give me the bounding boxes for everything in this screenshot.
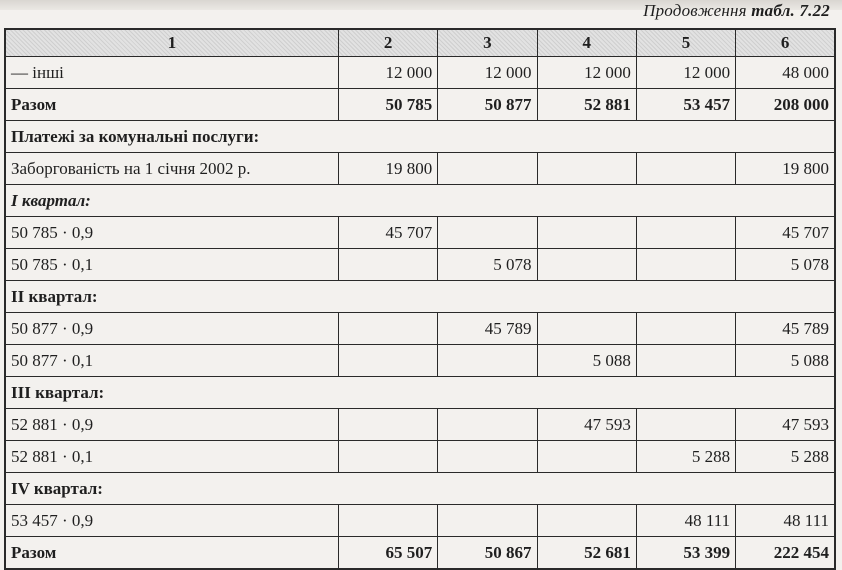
table-row bbox=[5, 153, 835, 185]
column-header: 6 bbox=[736, 29, 835, 57]
section-row bbox=[5, 377, 835, 409]
table-row bbox=[5, 441, 835, 473]
value-cell bbox=[537, 249, 636, 281]
value-cell: 19 800 bbox=[338, 153, 437, 185]
row-label: 50 877 · 0,1 bbox=[5, 345, 338, 377]
column-header: 2 bbox=[338, 29, 437, 57]
row-label: — інші bbox=[5, 57, 338, 89]
table-row bbox=[5, 505, 835, 537]
value-cell: 5 078 bbox=[736, 249, 835, 281]
row-label: Разом bbox=[5, 537, 338, 570]
table-row bbox=[5, 313, 835, 345]
value-cell bbox=[636, 217, 735, 249]
table-row bbox=[5, 217, 835, 249]
value-cell bbox=[537, 505, 636, 537]
value-cell bbox=[537, 153, 636, 185]
value-cell: 19 800 bbox=[736, 153, 835, 185]
section-title: ІV квартал: bbox=[5, 473, 835, 505]
value-cell: 5 288 bbox=[636, 441, 735, 473]
value-cell: 12 000 bbox=[537, 57, 636, 89]
value-cell: 222 454 bbox=[736, 537, 835, 570]
value-cell: 45 707 bbox=[736, 217, 835, 249]
table-caption bbox=[643, 1, 830, 21]
table-row bbox=[5, 345, 835, 377]
value-cell bbox=[537, 217, 636, 249]
column-header: 1 bbox=[5, 29, 338, 57]
value-cell: 208 000 bbox=[736, 89, 835, 121]
value-cell bbox=[338, 505, 437, 537]
row-label: Разом bbox=[5, 89, 338, 121]
table-row bbox=[5, 57, 835, 89]
value-cell bbox=[438, 153, 537, 185]
value-cell: 12 000 bbox=[636, 57, 735, 89]
total-row bbox=[5, 537, 835, 570]
value-cell: 5 078 bbox=[438, 249, 537, 281]
value-cell bbox=[438, 217, 537, 249]
caption-number: 7.22 bbox=[799, 1, 830, 20]
value-cell bbox=[338, 313, 437, 345]
value-cell: 47 593 bbox=[736, 409, 835, 441]
value-cell bbox=[438, 441, 537, 473]
value-cell: 52 681 bbox=[537, 537, 636, 570]
section-row bbox=[5, 281, 835, 313]
value-cell: 5 088 bbox=[736, 345, 835, 377]
value-cell: 53 457 bbox=[636, 89, 735, 121]
row-label: Заборгованість на 1 січня 2002 р. bbox=[5, 153, 338, 185]
value-cell: 48 000 bbox=[736, 57, 835, 89]
value-cell bbox=[338, 249, 437, 281]
value-cell bbox=[636, 313, 735, 345]
row-label: 50 785 · 0,9 bbox=[5, 217, 338, 249]
value-cell: 50 867 bbox=[438, 537, 537, 570]
value-cell bbox=[537, 313, 636, 345]
section-row bbox=[5, 473, 835, 505]
table-body bbox=[5, 57, 835, 570]
row-label: 53 457 · 0,9 bbox=[5, 505, 338, 537]
value-cell bbox=[537, 441, 636, 473]
value-cell: 47 593 bbox=[537, 409, 636, 441]
section-title: І квартал: bbox=[5, 185, 835, 217]
column-header: 3 bbox=[438, 29, 537, 57]
value-cell: 12 000 bbox=[438, 57, 537, 89]
value-cell bbox=[438, 409, 537, 441]
value-cell: 52 881 bbox=[537, 89, 636, 121]
value-cell bbox=[338, 441, 437, 473]
value-cell bbox=[636, 409, 735, 441]
column-header: 4 bbox=[537, 29, 636, 57]
value-cell bbox=[438, 505, 537, 537]
value-cell bbox=[636, 249, 735, 281]
section-row bbox=[5, 121, 835, 153]
row-label: 50 877 · 0,9 bbox=[5, 313, 338, 345]
section-row bbox=[5, 185, 835, 217]
header-row bbox=[5, 29, 835, 57]
value-cell bbox=[636, 153, 735, 185]
value-cell bbox=[338, 409, 437, 441]
table-row bbox=[5, 409, 835, 441]
value-cell: 45 789 bbox=[438, 313, 537, 345]
section-title: Платежі за комунальні послуги: bbox=[5, 121, 835, 153]
value-cell: 45 789 bbox=[736, 313, 835, 345]
value-cell: 50 877 bbox=[438, 89, 537, 121]
section-title: ІІ квартал: bbox=[5, 281, 835, 313]
caption-prefix: Продовження bbox=[643, 1, 747, 20]
row-label: 52 881 · 0,9 bbox=[5, 409, 338, 441]
value-cell: 48 111 bbox=[736, 505, 835, 537]
value-cell: 45 707 bbox=[338, 217, 437, 249]
value-cell: 53 399 bbox=[636, 537, 735, 570]
budget-table bbox=[4, 28, 836, 570]
value-cell: 5 088 bbox=[537, 345, 636, 377]
caption-label: табл. bbox=[751, 1, 795, 20]
value-cell: 65 507 bbox=[338, 537, 437, 570]
column-header: 5 bbox=[636, 29, 735, 57]
value-cell bbox=[438, 345, 537, 377]
value-cell: 50 785 bbox=[338, 89, 437, 121]
section-title: ІІІ квартал: bbox=[5, 377, 835, 409]
value-cell: 12 000 bbox=[338, 57, 437, 89]
row-label: 52 881 · 0,1 bbox=[5, 441, 338, 473]
total-row bbox=[5, 89, 835, 121]
row-label: 50 785 · 0,1 bbox=[5, 249, 338, 281]
value-cell bbox=[636, 345, 735, 377]
value-cell: 48 111 bbox=[636, 505, 735, 537]
table-row bbox=[5, 249, 835, 281]
value-cell bbox=[338, 345, 437, 377]
value-cell: 5 288 bbox=[736, 441, 835, 473]
